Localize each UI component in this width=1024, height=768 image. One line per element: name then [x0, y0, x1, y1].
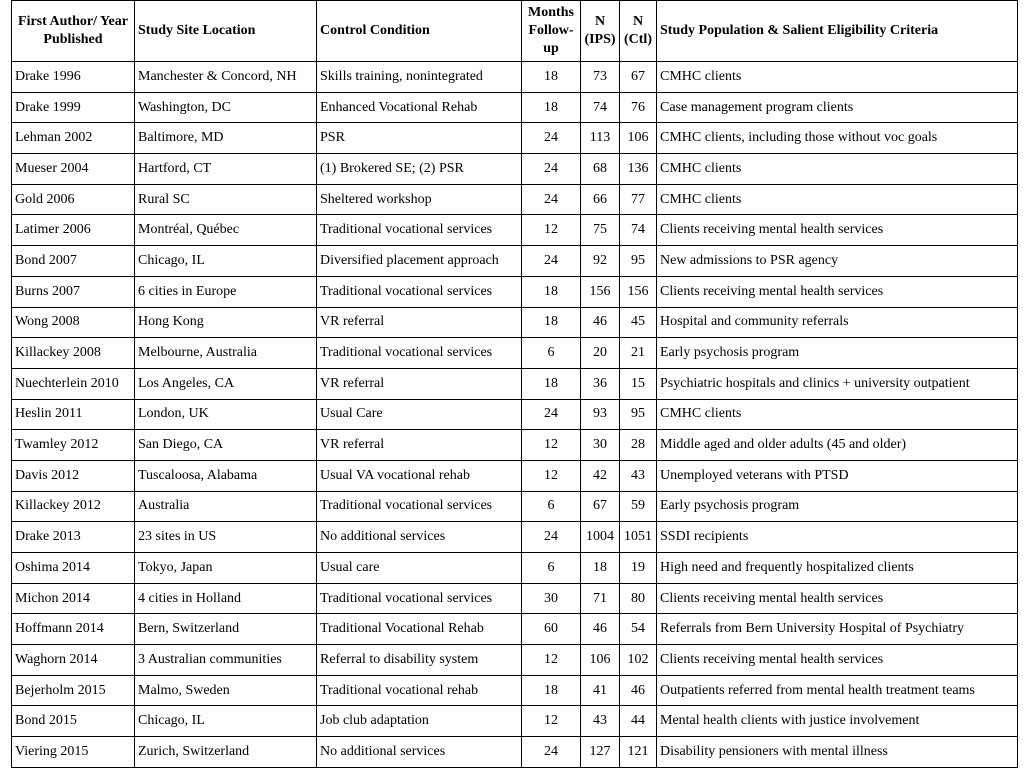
cell-months: 18: [522, 62, 581, 93]
header-n-ctl: N (Ctl): [620, 1, 657, 62]
cell-site: London, UK: [135, 399, 317, 430]
cell-n-ips: 30: [581, 430, 620, 461]
cell-months: 24: [522, 246, 581, 277]
cell-control: Traditional vocational services: [317, 215, 522, 246]
cell-n-ips: 67: [581, 491, 620, 522]
cell-author: Heslin 2011: [12, 399, 135, 430]
cell-site: Washington, DC: [135, 92, 317, 123]
cell-n-ctl: 80: [620, 583, 657, 614]
cell-site: Chicago, IL: [135, 246, 317, 277]
cell-n-ctl: 74: [620, 215, 657, 246]
cell-n-ctl: 95: [620, 246, 657, 277]
cell-n-ips: 156: [581, 276, 620, 307]
cell-author: Twamley 2012: [12, 430, 135, 461]
cell-population: Middle aged and older adults (45 and older): [657, 430, 1018, 461]
cell-control: PSR: [317, 123, 522, 154]
cell-site: Baltimore, MD: [135, 123, 317, 154]
cell-n-ips: 106: [581, 645, 620, 676]
cell-months: 24: [522, 184, 581, 215]
cell-n-ips: 46: [581, 614, 620, 645]
header-site: Study Site Location: [135, 1, 317, 62]
cell-population: Hospital and community referrals: [657, 307, 1018, 338]
cell-author: Burns 2007: [12, 276, 135, 307]
cell-author: Nuechterlein 2010: [12, 368, 135, 399]
cell-site: Rural SC: [135, 184, 317, 215]
cell-n-ctl: 54: [620, 614, 657, 645]
table-row: [12, 246, 1018, 277]
cell-n-ips: 20: [581, 338, 620, 369]
cell-site: Bern, Switzerland: [135, 614, 317, 645]
cell-n-ips: 127: [581, 737, 620, 768]
cell-population: CMHC clients: [657, 399, 1018, 430]
cell-control: Traditional vocational services: [317, 276, 522, 307]
cell-author: Killackey 2012: [12, 491, 135, 522]
header-population: Study Population & Salient Eligibility Criteria: [657, 1, 1018, 62]
cell-n-ctl: 59: [620, 491, 657, 522]
cell-control: Usual VA vocational rehab: [317, 460, 522, 491]
cell-site: Hartford, CT: [135, 154, 317, 185]
cell-months: 18: [522, 276, 581, 307]
cell-population: Early psychosis program: [657, 491, 1018, 522]
cell-months: 6: [522, 338, 581, 369]
cell-population: CMHC clients, including those without voc goals: [657, 123, 1018, 154]
cell-months: 12: [522, 706, 581, 737]
cell-months: 12: [522, 645, 581, 676]
cell-control: Job club adaptation: [317, 706, 522, 737]
table-row: [12, 583, 1018, 614]
cell-population: High need and frequently hospitalized clients: [657, 553, 1018, 584]
cell-n-ips: 74: [581, 92, 620, 123]
table-row: [12, 706, 1018, 737]
cell-control: Usual care: [317, 553, 522, 584]
cell-author: Hoffmann 2014: [12, 614, 135, 645]
cell-n-ips: 36: [581, 368, 620, 399]
cell-site: Montréal, Québec: [135, 215, 317, 246]
cell-site: 6 cities in Europe: [135, 276, 317, 307]
cell-author: Michon 2014: [12, 583, 135, 614]
cell-site: 23 sites in US: [135, 522, 317, 553]
cell-author: Waghorn 2014: [12, 645, 135, 676]
cell-n-ctl: 44: [620, 706, 657, 737]
cell-months: 30: [522, 583, 581, 614]
cell-n-ctl: 121: [620, 737, 657, 768]
cell-author: Oshima 2014: [12, 553, 135, 584]
cell-author: Gold 2006: [12, 184, 135, 215]
table-row: [12, 215, 1018, 246]
cell-months: 24: [522, 154, 581, 185]
cell-months: 18: [522, 675, 581, 706]
table-row: [12, 92, 1018, 123]
cell-author: Wong 2008: [12, 307, 135, 338]
header-n-ips: N (IPS): [581, 1, 620, 62]
cell-control: Skills training, nonintegrated: [317, 62, 522, 93]
cell-months: 18: [522, 92, 581, 123]
cell-control: Diversified placement approach: [317, 246, 522, 277]
cell-population: Outpatients referred from mental health treatment teams: [657, 675, 1018, 706]
table-row: [12, 338, 1018, 369]
cell-months: 6: [522, 491, 581, 522]
cell-site: Tuscaloosa, Alabama: [135, 460, 317, 491]
cell-site: 4 cities in Holland: [135, 583, 317, 614]
cell-site: Australia: [135, 491, 317, 522]
cell-author: Latimer 2006: [12, 215, 135, 246]
header-control: Control Condition: [317, 1, 522, 62]
cell-n-ips: 66: [581, 184, 620, 215]
cell-control: (1) Brokered SE; (2) PSR: [317, 154, 522, 185]
table-row: [12, 553, 1018, 584]
table-row: [12, 430, 1018, 461]
cell-months: 18: [522, 368, 581, 399]
header-months: Months Follow-up: [522, 1, 581, 62]
cell-n-ips: 75: [581, 215, 620, 246]
cell-control: Usual Care: [317, 399, 522, 430]
cell-population: Disability pensioners with mental illness: [657, 737, 1018, 768]
cell-n-ctl: 95: [620, 399, 657, 430]
table-row: [12, 675, 1018, 706]
cell-author: Lehman 2002: [12, 123, 135, 154]
cell-population: SSDI recipients: [657, 522, 1018, 553]
cell-months: 24: [522, 123, 581, 154]
cell-population: Clients receiving mental health services: [657, 645, 1018, 676]
cell-months: 18: [522, 307, 581, 338]
cell-author: Bond 2007: [12, 246, 135, 277]
cell-n-ips: 68: [581, 154, 620, 185]
cell-control: Enhanced Vocational Rehab: [317, 92, 522, 123]
cell-control: VR referral: [317, 430, 522, 461]
cell-author: Drake 1999: [12, 92, 135, 123]
cell-n-ctl: 102: [620, 645, 657, 676]
table-row: [12, 368, 1018, 399]
table-row: [12, 154, 1018, 185]
cell-n-ctl: 1051: [620, 522, 657, 553]
cell-author: Mueser 2004: [12, 154, 135, 185]
cell-population: CMHC clients: [657, 154, 1018, 185]
table-row: [12, 522, 1018, 553]
cell-n-ctl: 28: [620, 430, 657, 461]
cell-author: Viering 2015: [12, 737, 135, 768]
studies-table: [11, 0, 1018, 768]
cell-author: Drake 1996: [12, 62, 135, 93]
cell-n-ctl: 136: [620, 154, 657, 185]
cell-author: Killackey 2008: [12, 338, 135, 369]
cell-author: Bond 2015: [12, 706, 135, 737]
cell-author: Drake 2013: [12, 522, 135, 553]
table-row: [12, 184, 1018, 215]
cell-site: Manchester & Concord, NH: [135, 62, 317, 93]
cell-control: Traditional vocational services: [317, 491, 522, 522]
cell-site: San Diego, CA: [135, 430, 317, 461]
cell-n-ips: 46: [581, 307, 620, 338]
cell-control: VR referral: [317, 368, 522, 399]
cell-months: 24: [522, 399, 581, 430]
table-row: [12, 645, 1018, 676]
cell-population: Psychiatric hospitals and clinics + university outpatient: [657, 368, 1018, 399]
cell-population: Early psychosis program: [657, 338, 1018, 369]
cell-author: Davis 2012: [12, 460, 135, 491]
cell-control: Traditional vocational services: [317, 338, 522, 369]
cell-population: Clients receiving mental health services: [657, 215, 1018, 246]
cell-n-ips: 92: [581, 246, 620, 277]
cell-site: Los Angeles, CA: [135, 368, 317, 399]
cell-population: New admissions to PSR agency: [657, 246, 1018, 277]
cell-site: Hong Kong: [135, 307, 317, 338]
table-row: [12, 276, 1018, 307]
cell-n-ips: 41: [581, 675, 620, 706]
cell-population: CMHC clients: [657, 62, 1018, 93]
cell-n-ctl: 77: [620, 184, 657, 215]
cell-control: No additional services: [317, 522, 522, 553]
header-row: [12, 1, 1018, 62]
cell-control: No additional services: [317, 737, 522, 768]
cell-n-ctl: 43: [620, 460, 657, 491]
cell-control: VR referral: [317, 307, 522, 338]
cell-n-ctl: 156: [620, 276, 657, 307]
table-row: [12, 491, 1018, 522]
table-row: [12, 123, 1018, 154]
cell-n-ctl: 45: [620, 307, 657, 338]
cell-months: 12: [522, 460, 581, 491]
cell-n-ips: 1004: [581, 522, 620, 553]
cell-population: Clients receiving mental health services: [657, 276, 1018, 307]
cell-site: Melbourne, Australia: [135, 338, 317, 369]
table-row: [12, 737, 1018, 768]
cell-site: Tokyo, Japan: [135, 553, 317, 584]
cell-n-ctl: 67: [620, 62, 657, 93]
cell-n-ips: 93: [581, 399, 620, 430]
cell-months: 60: [522, 614, 581, 645]
cell-population: Clients receiving mental health services: [657, 583, 1018, 614]
cell-population: Referrals from Bern University Hospital of Psychiatry: [657, 614, 1018, 645]
header-author: First Author/ Year Published: [12, 1, 135, 62]
cell-site: Chicago, IL: [135, 706, 317, 737]
table-row: [12, 399, 1018, 430]
cell-n-ips: 42: [581, 460, 620, 491]
cell-control: Traditional vocational rehab: [317, 675, 522, 706]
cell-population: Mental health clients with justice involvement: [657, 706, 1018, 737]
cell-n-ips: 113: [581, 123, 620, 154]
cell-site: Malmo, Sweden: [135, 675, 317, 706]
table-row: [12, 307, 1018, 338]
cell-months: 24: [522, 522, 581, 553]
table-row: [12, 62, 1018, 93]
cell-months: 12: [522, 215, 581, 246]
cell-site: Zurich, Switzerland: [135, 737, 317, 768]
cell-n-ips: 71: [581, 583, 620, 614]
cell-control: Traditional Vocational Rehab: [317, 614, 522, 645]
cell-n-ctl: 46: [620, 675, 657, 706]
cell-months: 24: [522, 737, 581, 768]
cell-n-ips: 73: [581, 62, 620, 93]
cell-months: 6: [522, 553, 581, 584]
cell-control: Referral to disability system: [317, 645, 522, 676]
cell-n-ctl: 21: [620, 338, 657, 369]
cell-n-ctl: 19: [620, 553, 657, 584]
cell-n-ctl: 106: [620, 123, 657, 154]
cell-population: Case management program clients: [657, 92, 1018, 123]
cell-population: CMHC clients: [657, 184, 1018, 215]
cell-site: 3 Australian communities: [135, 645, 317, 676]
cell-months: 12: [522, 430, 581, 461]
cell-n-ips: 18: [581, 553, 620, 584]
cell-n-ctl: 15: [620, 368, 657, 399]
cell-n-ips: 43: [581, 706, 620, 737]
cell-n-ctl: 76: [620, 92, 657, 123]
cell-population: Unemployed veterans with PTSD: [657, 460, 1018, 491]
cell-author: Bejerholm 2015: [12, 675, 135, 706]
cell-control: Traditional vocational services: [317, 583, 522, 614]
cell-control: Sheltered workshop: [317, 184, 522, 215]
table-row: [12, 460, 1018, 491]
table-row: [12, 614, 1018, 645]
